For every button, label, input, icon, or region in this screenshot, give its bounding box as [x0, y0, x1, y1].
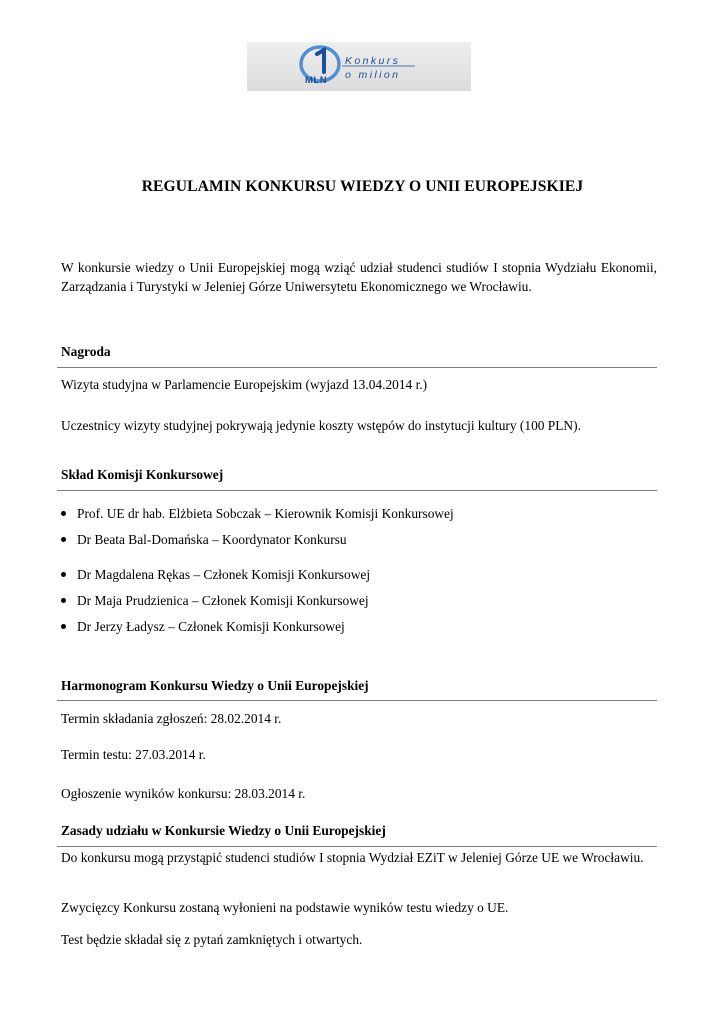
schedule-item: Termin składania zgłoszeń: 28.02.2014 r.: [61, 711, 282, 726]
member-name: Dr Maja Prudzienica – Członek Komisji Konkursowej: [77, 593, 369, 608]
rules-paragraph: Zwycięzcy Konkursu zostaną wyłonieni na podstawie wyników testu wiedzy o UE.: [61, 900, 509, 915]
divider: [57, 846, 657, 847]
divider: [57, 700, 657, 701]
bullet-icon: [61, 537, 66, 542]
divider: [57, 490, 657, 491]
committee-list-a: [61, 504, 657, 549]
prize-costs: Uczestnicy wizyty studyjnej pokrywają jedynie koszty wstępów do instytucji kultury (100 PLN).: [61, 418, 581, 433]
member-name: Dr Magdalena Rękas – Członek Komisji Konkursowej: [77, 567, 371, 582]
logo-text-line1: Konkurs: [345, 55, 401, 67]
bullet-icon: [61, 511, 66, 516]
document-title: REGULAMIN KONKURSU WIEDZY O UNII EUROPEJSKIEJ: [141, 178, 584, 195]
member-name: Dr Jerzy Ładysz – Członek Komisji Konkursowej: [77, 619, 345, 634]
bullet-icon: [61, 572, 66, 577]
schedule-heading: Harmonogram Konkursu Wiedzy o Unii Europejskiej: [61, 678, 369, 693]
member-name: Prof. UE dr hab. Elżbieta Sobczak – Kierownik Komisji Konkursowej: [77, 506, 454, 521]
committee-heading: Skład Komisji Konkursowej: [61, 467, 224, 482]
bullet-icon: [61, 624, 66, 629]
divider: [57, 367, 657, 368]
member-name: Dr Beata Bal-Domańska – Koordynator Konkursu: [77, 532, 347, 547]
logo-text-line2: o milion: [345, 69, 401, 81]
prize-description: Wizyta studyjna w Parlamencie Europejskim (wyjazd 13.04.2014 r.): [61, 377, 428, 392]
rules-heading: Zasady udziału w Konkursie Wiedzy o Unii Europejskiej: [61, 823, 386, 838]
list-item: [61, 530, 657, 549]
intro-paragraph: W konkursie wiedzy o Unii Europejskiej mogą wziąć udział studenci studiów I stopnia Wydziału Ekonomii, Zarządzania i Turystyki w Jeleniej Górze Uniwersytetu Ekonomicznego we Wrocławiu.: [61, 260, 657, 295]
logo-mark: MLN: [305, 75, 328, 86]
list-item: [61, 565, 657, 584]
list-item: [61, 591, 657, 610]
schedule-item: Termin testu: 27.03.2014 r.: [61, 747, 206, 762]
committee-list-b: [61, 565, 657, 636]
bullet-icon: [61, 598, 66, 603]
list-item: [61, 617, 657, 636]
konkurs-o-milion-logo: [247, 42, 471, 91]
prize-heading: Nagroda: [61, 344, 111, 359]
rules-paragraph: Do konkursu mogą przystąpić studenci studiów I stopnia Wydział EZiT w Jeleniej Górze UE we Wrocławiu.: [61, 850, 644, 865]
list-item: [61, 504, 657, 523]
schedule-item: Ogłoszenie wyników konkursu: 28.03.2014 r.: [61, 786, 306, 801]
rules-paragraph: Test będzie składał się z pytań zamkniętych i otwartych.: [61, 932, 363, 947]
